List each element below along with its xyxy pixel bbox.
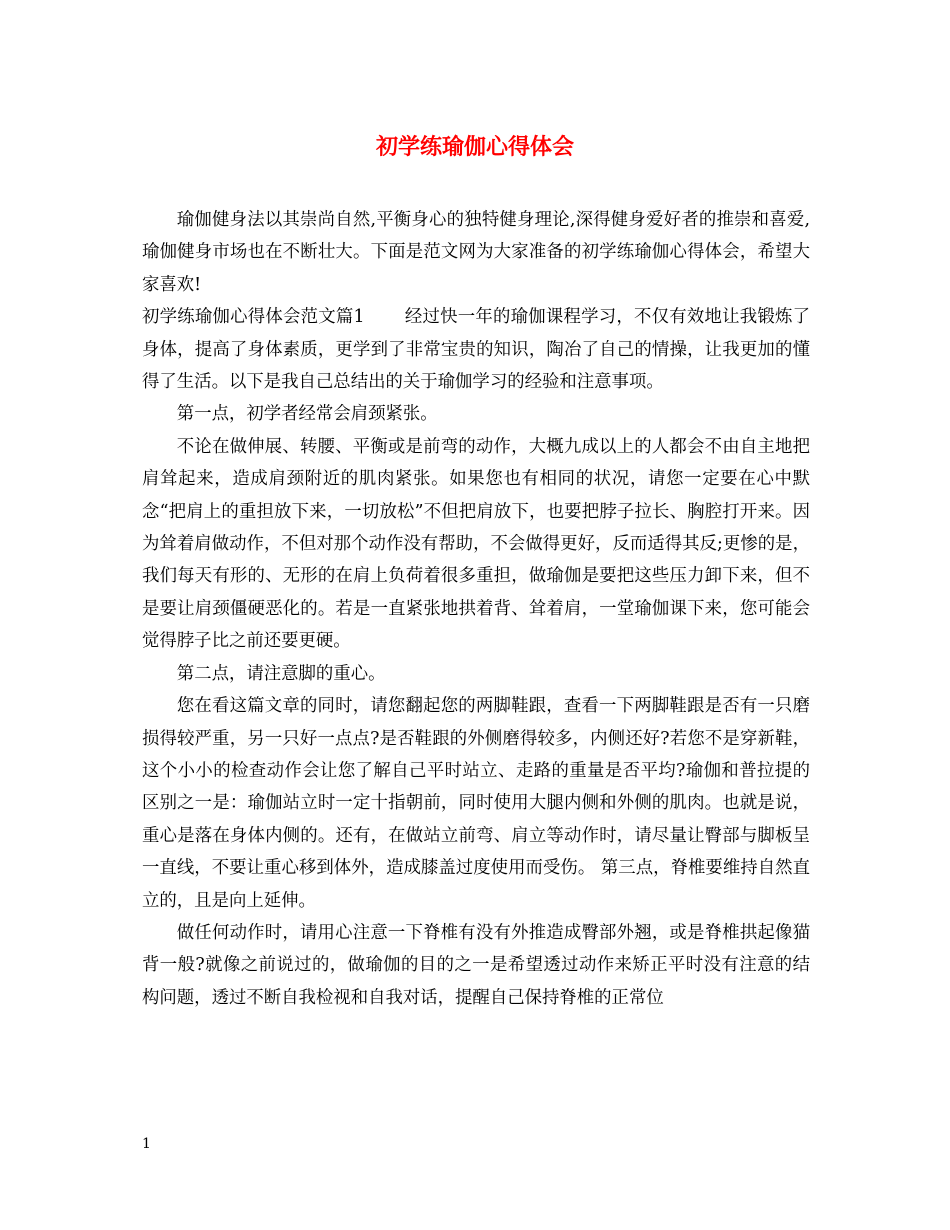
document-body xyxy=(142,204,810,1014)
paragraph-point-1: 第一点，初学者经常会肩颈紧张。 xyxy=(176,404,438,425)
paragraph-point-2-detail: 您在看这篇文章的同时，请您翻起您的两脚鞋跟，查看一下两脚鞋跟是否有一只磨损得较严重，另一只好一点点?是否鞋跟的外侧磨得较多，内侧还好?若您不是穿新鞋，这个小小的检查动作会让您了解自己平时站立、走路的重量是否平均?瑜伽和普拉提的区别之一是：瑜伽站立时一定十指朝前，同时使用大腿内侧和外侧的肌肉。也就是说，重心是落在身体内侧的。还有，在做站立前弯、肩立等动作时，请尽量让臀部与脚板呈一直线，不要让重心移到体外，造成膝盖过度使用而受伤。 第三点，脊椎要维持自然直立的，且是向上延伸。 xyxy=(142,696,810,911)
paragraph-point-1-detail: 不论在做伸展、转腰、平衡或是前弯的动作，大概九成以上的人都会不由自主地把肩耸起来，造成肩颈附近的肌肉紧张。如果您也有相同的状况，请您一定要在心中默念“把肩上的重担放下来，一切放松”不但把肩放下，也要把脖子拉长、胸腔打开来。因为耸着肩做动作，不但对那个动作没有帮助，不会做得更好，反而适得其反;更惨的是，我们每天有形的、无形的在肩上负荷着很多重担，做瑜伽是要把这些压力卸下来，但不是要让肩颈僵硬恶化的。若是一直紧张地拱着背、耸着肩，一堂瑜伽课下来，您可能会觉得脖子比之前还要更硬。 xyxy=(142,436,810,652)
sample-text: 经过快一年的瑜伽课程学习，不仅有效地让我锻炼了身体，提高了身体素质，更学到了非常宝贵的知识，陶冶了自己的情操，让我更加的懂得了生活。以下是我自己总结出的关于瑜伽学习的经验和注意事项。 xyxy=(142,307,810,393)
page-number: 1 xyxy=(142,1136,151,1152)
document-title: 初学练瑜伽心得体会 xyxy=(375,134,574,160)
paragraph-point-2: 第二点，请注意脚的重心。 xyxy=(176,663,386,684)
sample-heading: 初学练瑜伽心得体会范文篇1 xyxy=(142,307,365,328)
paragraph-point-3-detail: 做任何动作时，请用心注意一下脊椎有没有外推造成臀部外翘，或是脊椎拱起像猫背一般?就像之前说过的，做瑜伽的目的之一是希望透过动作来矫正平时没有注意的结构问题，透过不断自我检视和自我对话，提醒自己保持脊椎的正常位 xyxy=(142,922,810,1008)
paragraph-intro: 瑜伽健身法以其崇尚自然,平衡身心的独特健身理论,深得健身爱好者的推崇和喜爱,瑜伽健身市场也在不断壮大。下面是范文网为大家准备的初学练瑜伽心得体会，希望大家喜欢! xyxy=(142,210,810,295)
paragraph-sample-1 xyxy=(142,301,810,398)
